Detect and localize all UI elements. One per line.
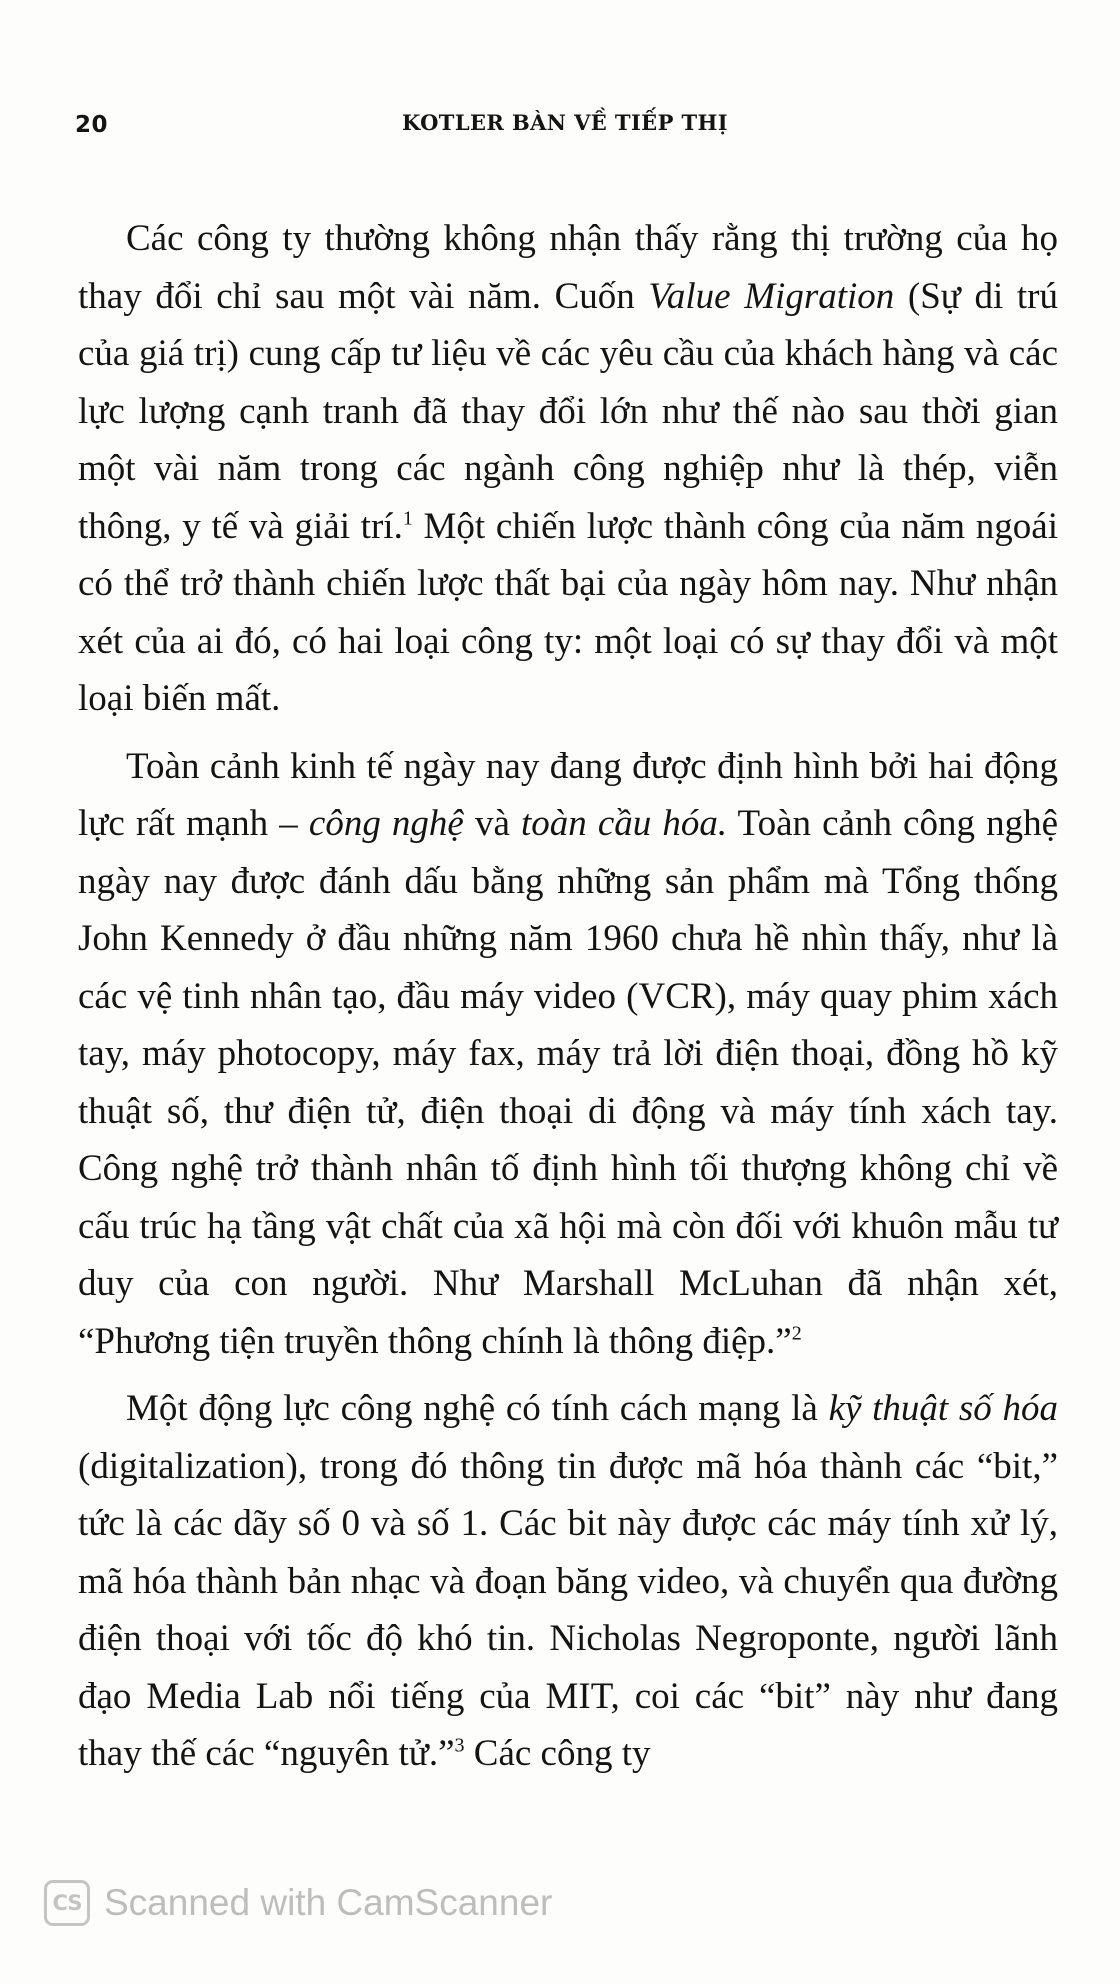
text-run: (Sự di trú của giá trị) cung cấp tư liệu về các yêu cầu của khách hàng và các lực lượng cạnh tranh đã thay đổi lớn như thế nào sau thời gian một vài năm trong các ngành công nghiệp như là thép, viễn thông, y tế và giải trí. xyxy=(78,275,1058,547)
footnote-marker: 1 xyxy=(402,507,413,530)
italic-text: kỹ thuật số hóa xyxy=(828,1388,1059,1429)
text-run: Các công ty thường không nhận thấy rằng thị trường của họ thay đổi chỉ sau một vài năm. Cuốn xyxy=(78,218,1058,317)
book-title: KOTLER BÀN VỀ TIẾP THỊ xyxy=(402,110,728,135)
paragraph xyxy=(78,1380,1058,1783)
italic-text: công nghệ xyxy=(308,803,464,844)
text-run: Toàn cảnh kinh tế ngày nay đang được định hình bởi hai động lực rất mạnh – xyxy=(78,745,1058,844)
paragraph xyxy=(78,210,1058,728)
watermark-text: Scanned with CamScanner xyxy=(104,1882,553,1923)
camscanner-watermark xyxy=(44,1873,552,1933)
footnote-marker: 3 xyxy=(454,1734,465,1757)
text-run: và xyxy=(463,803,521,844)
paragraph xyxy=(78,738,1058,1371)
text-run: Các công ty xyxy=(464,1733,651,1774)
page-number: 20 xyxy=(75,112,109,138)
camscanner-logo-icon: CS xyxy=(44,1880,90,1926)
running-header xyxy=(75,106,1055,146)
body-text xyxy=(78,210,1058,1793)
text-run: Một động lực công nghệ có tính cách mạng là xyxy=(126,1388,829,1429)
text-run: (digitalization), trong đó thông tin được mã hóa thành các “bit,” tức là các dãy số 0 và số 1. Các bit này được các máy tính xử lý, mã hóa thành bản nhạc và đoạn băng video, và chuyển qua đường điện thoại với tốc độ khó tin. Nicholas Negroponte, người lãnh đạo Media Lab nổi tiếng của MIT, coi các “bit” này như đang thay thế các “nguyên tử.” xyxy=(78,1445,1058,1774)
italic-text: Value Migration xyxy=(648,275,895,317)
text-run: Một chiến lược thành công của năm ngoái có thể trở thành chiến lược thất bại của ngày hôm nay. Như nhận xét của ai đó, có hai loại công ty: một loại có sự thay đổi và một loại biến mất. xyxy=(78,505,1058,719)
text-run: Toàn cảnh công nghệ ngày nay được đánh dấu bằng những sản phẩm mà Tổng thống John Kennedy ở đầu những năm 1960 chưa hề nhìn thấy, như là các vệ tinh nhân tạo, đầu máy video (VCR), máy quay phim xách tay, máy photocopy, máy fax, máy trả lời điện thoại, đồng hồ kỹ thuật số, thư điện tử, điện thoại di động và máy tính xách tay. Công nghệ trở thành nhân tố định hình tối thượng không chỉ về cấu trúc hạ tầng vật chất của xã hội mà còn đối với khuôn mẫu tư duy của con người. Như Marshall McLuhan đã nhận xét, “Phương tiện truyền thông chính là thông điệp.” xyxy=(78,803,1058,1362)
footnote-marker: 2 xyxy=(791,1322,802,1345)
italic-text: toàn cầu hóa. xyxy=(520,803,728,844)
